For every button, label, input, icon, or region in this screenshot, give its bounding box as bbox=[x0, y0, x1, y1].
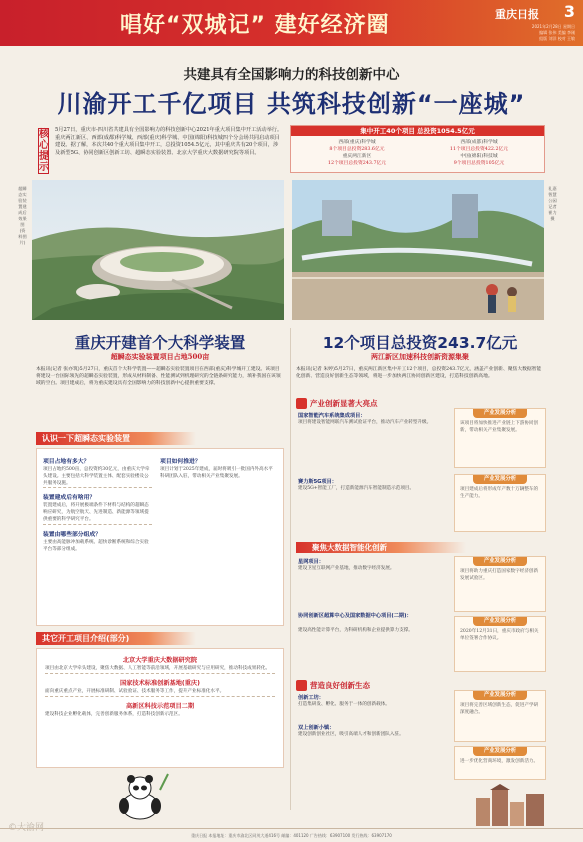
lead-paragraph: 5月27日，重庆市-四川省共建具有全国影响力的科技创新中心2021年重大项目集中开工活动举行。重庆两江新区、西部(成都)科学城、西部(重庆)科学城、中国(绵阳)科技城四个分会场共同启动项目建设。据了解，本次共40个重大项目集中开工，总投资1054.5亿元，其中重庆共有20个项目，涉及新型5G、协同创新区创新工坊、超瞬态实验装置、北京大学重庆大数据研究院等项目。 bbox=[55, 127, 283, 156]
institutes-section-header: 其它开工项目介绍(部分) bbox=[36, 632, 196, 645]
qa-column-right bbox=[160, 452, 277, 553]
qa-column-left bbox=[43, 452, 152, 553]
invest-amount: 12个项目总投资243.7亿元 bbox=[327, 161, 387, 166]
institutes-panel bbox=[36, 648, 284, 768]
innovation-header: 产业创新显著大亮点 bbox=[296, 398, 496, 409]
project-name: 国家智能汽车系统集成项目： bbox=[298, 413, 366, 419]
qa-answer: 项目计划于2025年建成，届时将吸引一批国内外高水平科研团队入驻，带动相关产业集聚发展。 bbox=[160, 467, 273, 479]
page-footer: 重庆日报 本报地址：重庆市渝北区同茂大道416号 邮编：401120 广告热线：63907100 发行热线：63907170 bbox=[0, 828, 583, 842]
invest-area: 西部(重庆)科学城 bbox=[338, 140, 376, 145]
analysis-text: 项目建成后将形成年产数十万辆整车的生产能力。 bbox=[460, 487, 539, 499]
qa-question: 项目占地有多大？ bbox=[43, 459, 90, 465]
project-name: 协同创新区超算中心及国家数据中心项目(二期)： bbox=[298, 613, 412, 619]
photo-left-caption: 超瞬态实验装置建成后效果图(资料图片) bbox=[18, 186, 27, 245]
analysis-box bbox=[454, 690, 546, 742]
core-tag-label: 核心提示 bbox=[39, 129, 49, 173]
analysis-title: 产业发展分析 bbox=[473, 747, 527, 756]
masthead-meta-line: 组版 刘洋 校对 王敏 bbox=[539, 36, 575, 41]
qa-answer: 主要由高能脉冲加载系统、超快诊断系统和综合实验平台等部分组成。 bbox=[43, 539, 149, 552]
left-section-title: 重庆开建首个大科学装置 bbox=[74, 334, 246, 352]
masthead-banner bbox=[0, 0, 583, 46]
analysis-box bbox=[454, 474, 546, 532]
invest-area: 西部(成都)科学城 bbox=[460, 140, 498, 145]
institute-text: 建设科技企业孵化载体，完善创新服务体系，打造科技创新示范区。 bbox=[45, 711, 183, 717]
masthead-meta-line: 2021年2月28日 星期日 bbox=[531, 24, 575, 29]
analysis-box bbox=[454, 556, 546, 612]
qa-section-header: 认识一下超瞬态实验装置 bbox=[36, 432, 196, 445]
main-headline: 川渝开工千亿项目 共筑科技创新“一座城” bbox=[57, 90, 526, 118]
panda-illustration bbox=[110, 770, 170, 820]
analysis-title: 产业发展分析 bbox=[473, 475, 527, 484]
analysis-text: 2020年12月31日，重庆市政府与相关单位签署合作协议。 bbox=[460, 629, 539, 641]
analysis-title: 产业发展分析 bbox=[473, 617, 527, 626]
project-name: 创新工坊： bbox=[298, 695, 324, 701]
analysis-title: 产业发展分析 bbox=[473, 409, 527, 418]
invest-amount: 11个项目总投资422.2亿元 bbox=[449, 147, 509, 152]
project-text: 建设5G+智能工厂，打造新能源汽车智能制造示范项目。 bbox=[298, 486, 415, 491]
qa-answer: 装置建成后，将开展极端条件下材料与结构的超瞬态响应研究，为航空航天、先进制造、新能源等领域提供重要的科学研究平台。 bbox=[43, 503, 152, 524]
investment-left-column bbox=[297, 139, 417, 167]
institute-name: 北京大学重庆大数据研究院 bbox=[122, 657, 198, 664]
project-text: 项目将建设智能网联汽车测试验证平台，推动汽车产业转型升级。 bbox=[298, 420, 432, 425]
analysis-box bbox=[454, 746, 546, 780]
invest-amount: 8个项目总投资283.6亿元 bbox=[329, 147, 385, 152]
analysis-text: 进一步优化营商环境，激发创新活力。 bbox=[460, 759, 539, 764]
masthead-title: 唱好“双城记” 建好经济圈 bbox=[120, 13, 390, 38]
qa-panel bbox=[36, 448, 284, 626]
analysis-title: 产业发展分析 bbox=[473, 691, 527, 700]
invest-area: 中国(绵阳)科技城 bbox=[460, 154, 498, 159]
project-text: 建设卫星互联网产业基地，推动数字经济发展。 bbox=[298, 566, 395, 571]
masthead-meta-line: 编辑 张伟 美编 李刚 bbox=[539, 30, 575, 35]
project-text: 建设高性能计算平台，为科研机构和企业提供算力支撑。 bbox=[298, 628, 413, 633]
core-tag bbox=[38, 128, 49, 174]
bigdata-header: 聚焦大数据智能化创新 bbox=[296, 542, 466, 553]
building-illustration bbox=[472, 784, 548, 826]
project-name: 赛力斯5G项目： bbox=[298, 479, 337, 485]
investment-summary-box bbox=[290, 125, 545, 173]
column-divider bbox=[290, 328, 291, 810]
right-section-title: 12个项目总投资243.7亿元 bbox=[322, 334, 518, 352]
watermark: ©大渝网 bbox=[8, 823, 45, 833]
qa-answer: 项目占地约500亩，总投资约30亿元，由重庆大学牵头建设。主要包括大科学装置主体、配套实验楼及公共服务设施。 bbox=[43, 467, 152, 488]
analysis-text: 项目将助力重庆打造国家数字经济创新发展试验区。 bbox=[460, 569, 539, 581]
investment-summary-title: 集中开工40个项目 总投资1054.5亿元 bbox=[291, 126, 544, 136]
institute-name: 高新区科技示范项目二期 bbox=[125, 702, 195, 710]
project-text: 打造集研发、孵化、服务于一体的创新载体。 bbox=[298, 702, 390, 707]
analysis-text: 该项目将加快推进产业链上下游协同创新，带动相关产业集聚发展。 bbox=[460, 421, 539, 433]
project-text: 建设创新创业社区，吸引高端人才和创新团队入驻。 bbox=[298, 732, 404, 737]
photo-right-caption: 礼嘉智慧公园 记者 崔力 摄 bbox=[548, 186, 557, 221]
analysis-box bbox=[454, 616, 546, 672]
right-section-subtitle: 两江新区加速科技创新资源集聚 bbox=[371, 352, 469, 361]
qa-question: 装置建成后有啥用？ bbox=[43, 495, 96, 502]
left-section-subtitle: 超瞬态实验装置项目占地500亩 bbox=[110, 352, 210, 361]
left-section-article: 本报讯(记者 张亦筑)5月27日，重庆首个大科学装置——超瞬态实验装置项目在西部(重庆)科学城开工建设。该项目将建设一台国际领先的超瞬态实验装置，形成从材料制备、性能测试到机理研究的全链条研究能力，填补我国在该领域的空白。项目建成后，将为重庆建设具有全国影响力的科技创新中心提供重要支撑。 bbox=[36, 367, 281, 386]
analysis-text: 项目将完善区域创新生态，促进产学研深度融合。 bbox=[460, 703, 539, 715]
qa-columns bbox=[43, 452, 277, 553]
kicker-headline: 共建具有全国影响力的科技创新中心 bbox=[183, 67, 400, 83]
invest-area: 重庆两江新区 bbox=[342, 154, 372, 159]
stadium-rendering-photo bbox=[32, 180, 284, 320]
institute-text: 面向重庆重点产业，开展标准研制、试验验证、技术服务等工作，提升产业标准化水平。 bbox=[45, 689, 275, 697]
smart-park-photo bbox=[292, 180, 544, 320]
institute-name: 国家技术标准创新基地(重庆) bbox=[120, 679, 200, 687]
investment-right-column bbox=[419, 139, 539, 167]
right-section-article: 本报讯(记者 朱婷)5月27日，重庆两江新区集中开工12个项目，总投资243.7亿元，涵盖产业创新、聚焦大数据智能化创新、营造良好创新生态等领域，将进一步加快两江协同创新区建设，打造科技创新高地。 bbox=[296, 367, 542, 379]
page-number: 3 bbox=[563, 2, 575, 21]
masthead-meta bbox=[465, 24, 575, 42]
project-name: 双上创新小镇： bbox=[298, 725, 335, 731]
qa-question: 项目如何推进？ bbox=[160, 459, 201, 465]
masthead-logo: 重庆日报 bbox=[495, 8, 539, 21]
invest-amount: 9个项目总投资105亿元 bbox=[453, 161, 505, 166]
analysis-box bbox=[454, 408, 546, 468]
qa-question: 装置由哪些部分组成？ bbox=[43, 531, 101, 538]
institute-text: 项目由北京大学牵头建设，聚焦大数据、人工智能等前沿领域，开展基础研究与应用研究，推动科技成果转化。 bbox=[45, 666, 275, 674]
analysis-title: 产业发展分析 bbox=[473, 557, 527, 566]
project-name: 星网项目： bbox=[298, 559, 324, 565]
ecosystem-header: 营造良好创新生态 bbox=[296, 680, 496, 691]
